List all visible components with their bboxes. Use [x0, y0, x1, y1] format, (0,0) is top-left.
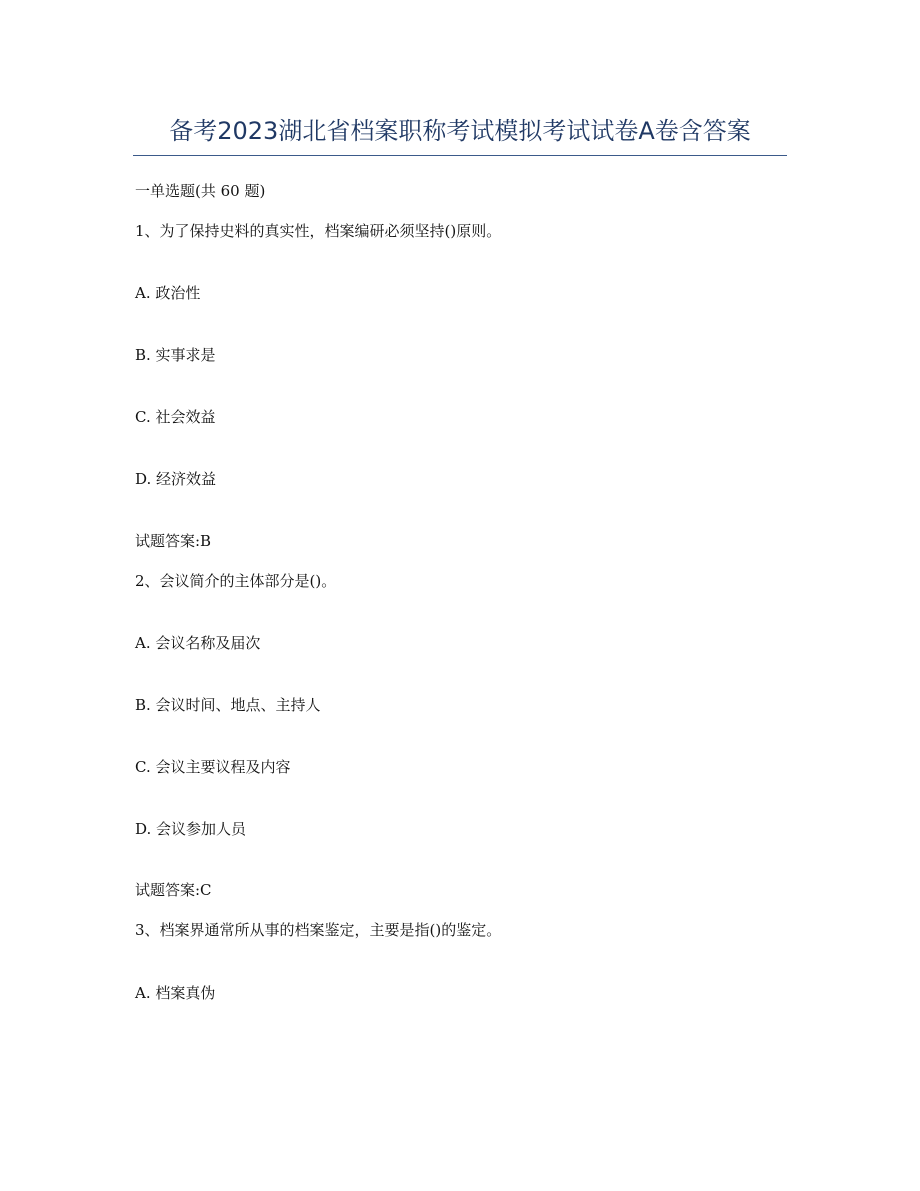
question-stem-2: 2、会议简介的主体部分是()。	[135, 572, 337, 590]
option-2c: C. 会议主要议程及内容	[135, 758, 291, 776]
option-1d: D. 经济效益	[135, 470, 217, 488]
answer-1: 试题答案:B	[135, 532, 212, 550]
option-3a: A. 档案真伪	[135, 984, 216, 1002]
option-1c: C. 社会效益	[135, 408, 216, 426]
option-1a: A. 政治性	[135, 284, 201, 302]
option-1b: B. 实事求是	[135, 346, 216, 364]
page-title: 备考2023湖北省档案职称考试模拟考试试卷A卷含答案	[169, 117, 751, 145]
option-2d: D. 会议参加人员	[135, 820, 247, 838]
question-stem-3: 3、档案界通常所从事的档案鉴定，主要是指()的鉴定。	[135, 921, 502, 939]
option-2a: A. 会议名称及届次	[135, 634, 261, 652]
question-stem-1: 1、为了保持史料的真实性，档案编研必须坚持()原则。	[135, 222, 502, 240]
answer-2: 试题答案:C	[135, 881, 212, 899]
section-heading: 一单选题(共 60 题)	[135, 182, 266, 200]
option-2b: B. 会议时间、地点、主持人	[135, 696, 321, 714]
title-divider	[133, 155, 787, 156]
